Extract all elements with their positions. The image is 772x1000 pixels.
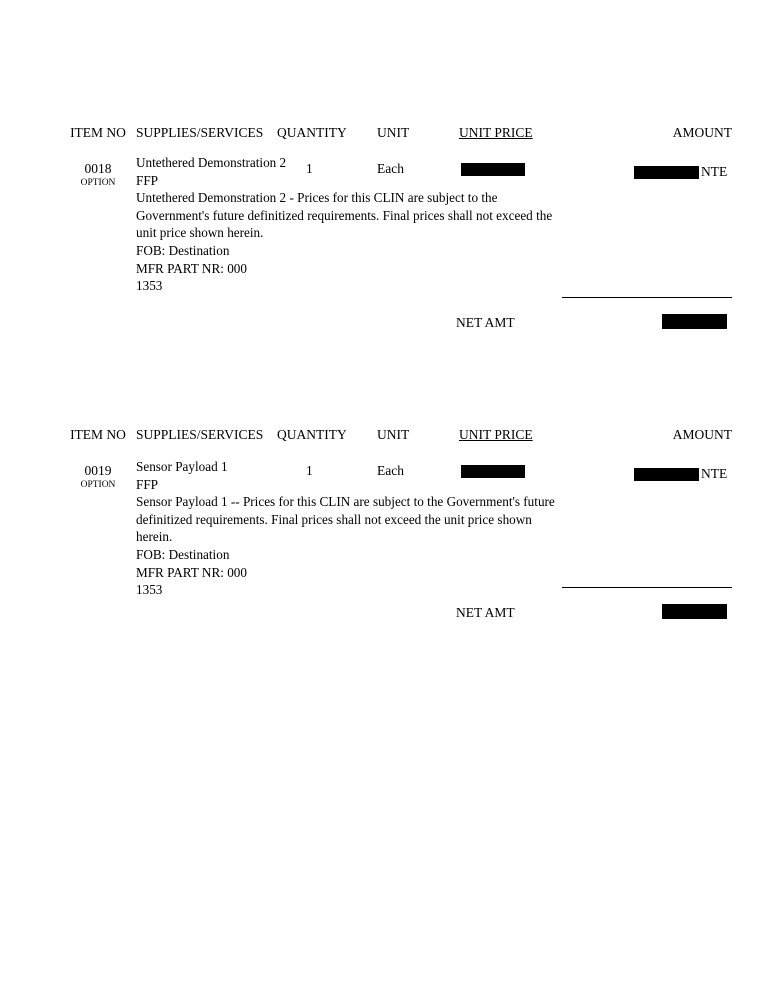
amount-redaction (634, 468, 699, 481)
column-header-row (0, 126, 772, 148)
description-line-6: 1353 (136, 278, 163, 294)
unit-value: Each (377, 161, 404, 176)
description-line-5: MFR PART NR: 000 (136, 260, 247, 276)
quantity-value: 1 (306, 463, 313, 478)
column-header-amount: AMOUNT (672, 125, 732, 140)
net-amt-redaction (662, 604, 727, 619)
net-amt-redaction (662, 314, 727, 329)
column-header-quantity: QUANTITY (277, 125, 347, 140)
description-line-1: Untethered Demonstration 2 (136, 155, 287, 170)
item-number-value: 0018 (84, 161, 112, 176)
option-label: OPTION (80, 480, 116, 490)
description-line-5: MFR PART NR: 000 (136, 564, 247, 580)
column-header-item-no: ITEM NO (70, 125, 126, 140)
column-header-supplies: SUPPLIES/SERVICES (136, 125, 264, 140)
quantity-value: 1 (306, 161, 313, 176)
column-header-quantity: QUANTITY (277, 427, 347, 442)
line-item-block-0019 (0, 427, 772, 620)
description-line-2: FFP (136, 172, 159, 188)
column-header-amount: AMOUNT (672, 427, 732, 442)
option-label: OPTION (80, 178, 116, 188)
column-header-unit: UNIT (377, 125, 410, 140)
column-header-unit-price: UNIT PRICE (459, 427, 533, 442)
description-line-6: 1353 (136, 582, 163, 598)
line-item-block-0018 (0, 125, 772, 330)
column-header-supplies: SUPPLIES/SERVICES (136, 427, 264, 442)
amount-redaction (634, 166, 699, 179)
net-amt-divider (562, 297, 732, 298)
description-line-3: Untethered Demonstration 2 - Prices for this CLIN are subject to the Government's future definitized requirements. Final prices shall not exceed the unit price shown herein. (136, 190, 553, 241)
net-amt-label: NET AMT (456, 605, 515, 620)
description-line-4: FOB: Destination (136, 242, 230, 258)
description-text (136, 458, 561, 599)
description-text (136, 154, 561, 295)
column-header-unit: UNIT (377, 427, 410, 442)
description-line-3: Sensor Payload 1 -- Prices for this CLIN are subject to the Government's future definitized requirements. Final prices shall not exceed the unit price shown herein. (136, 494, 555, 545)
item-number-value: 0019 (84, 463, 112, 478)
description-line-1: Sensor Payload 1 (136, 459, 228, 474)
nte-label: NTE (701, 164, 728, 179)
column-header-unit-price: UNIT PRICE (459, 125, 533, 140)
net-amt-label: NET AMT (456, 315, 515, 330)
net-amt-divider (562, 587, 732, 588)
column-header-row (0, 428, 772, 450)
unit-value: Each (377, 463, 404, 478)
description-line-2: FFP (136, 476, 159, 492)
nte-label: NTE (701, 466, 728, 481)
column-header-item-no: ITEM NO (70, 427, 126, 442)
description-line-4: FOB: Destination (136, 546, 230, 562)
